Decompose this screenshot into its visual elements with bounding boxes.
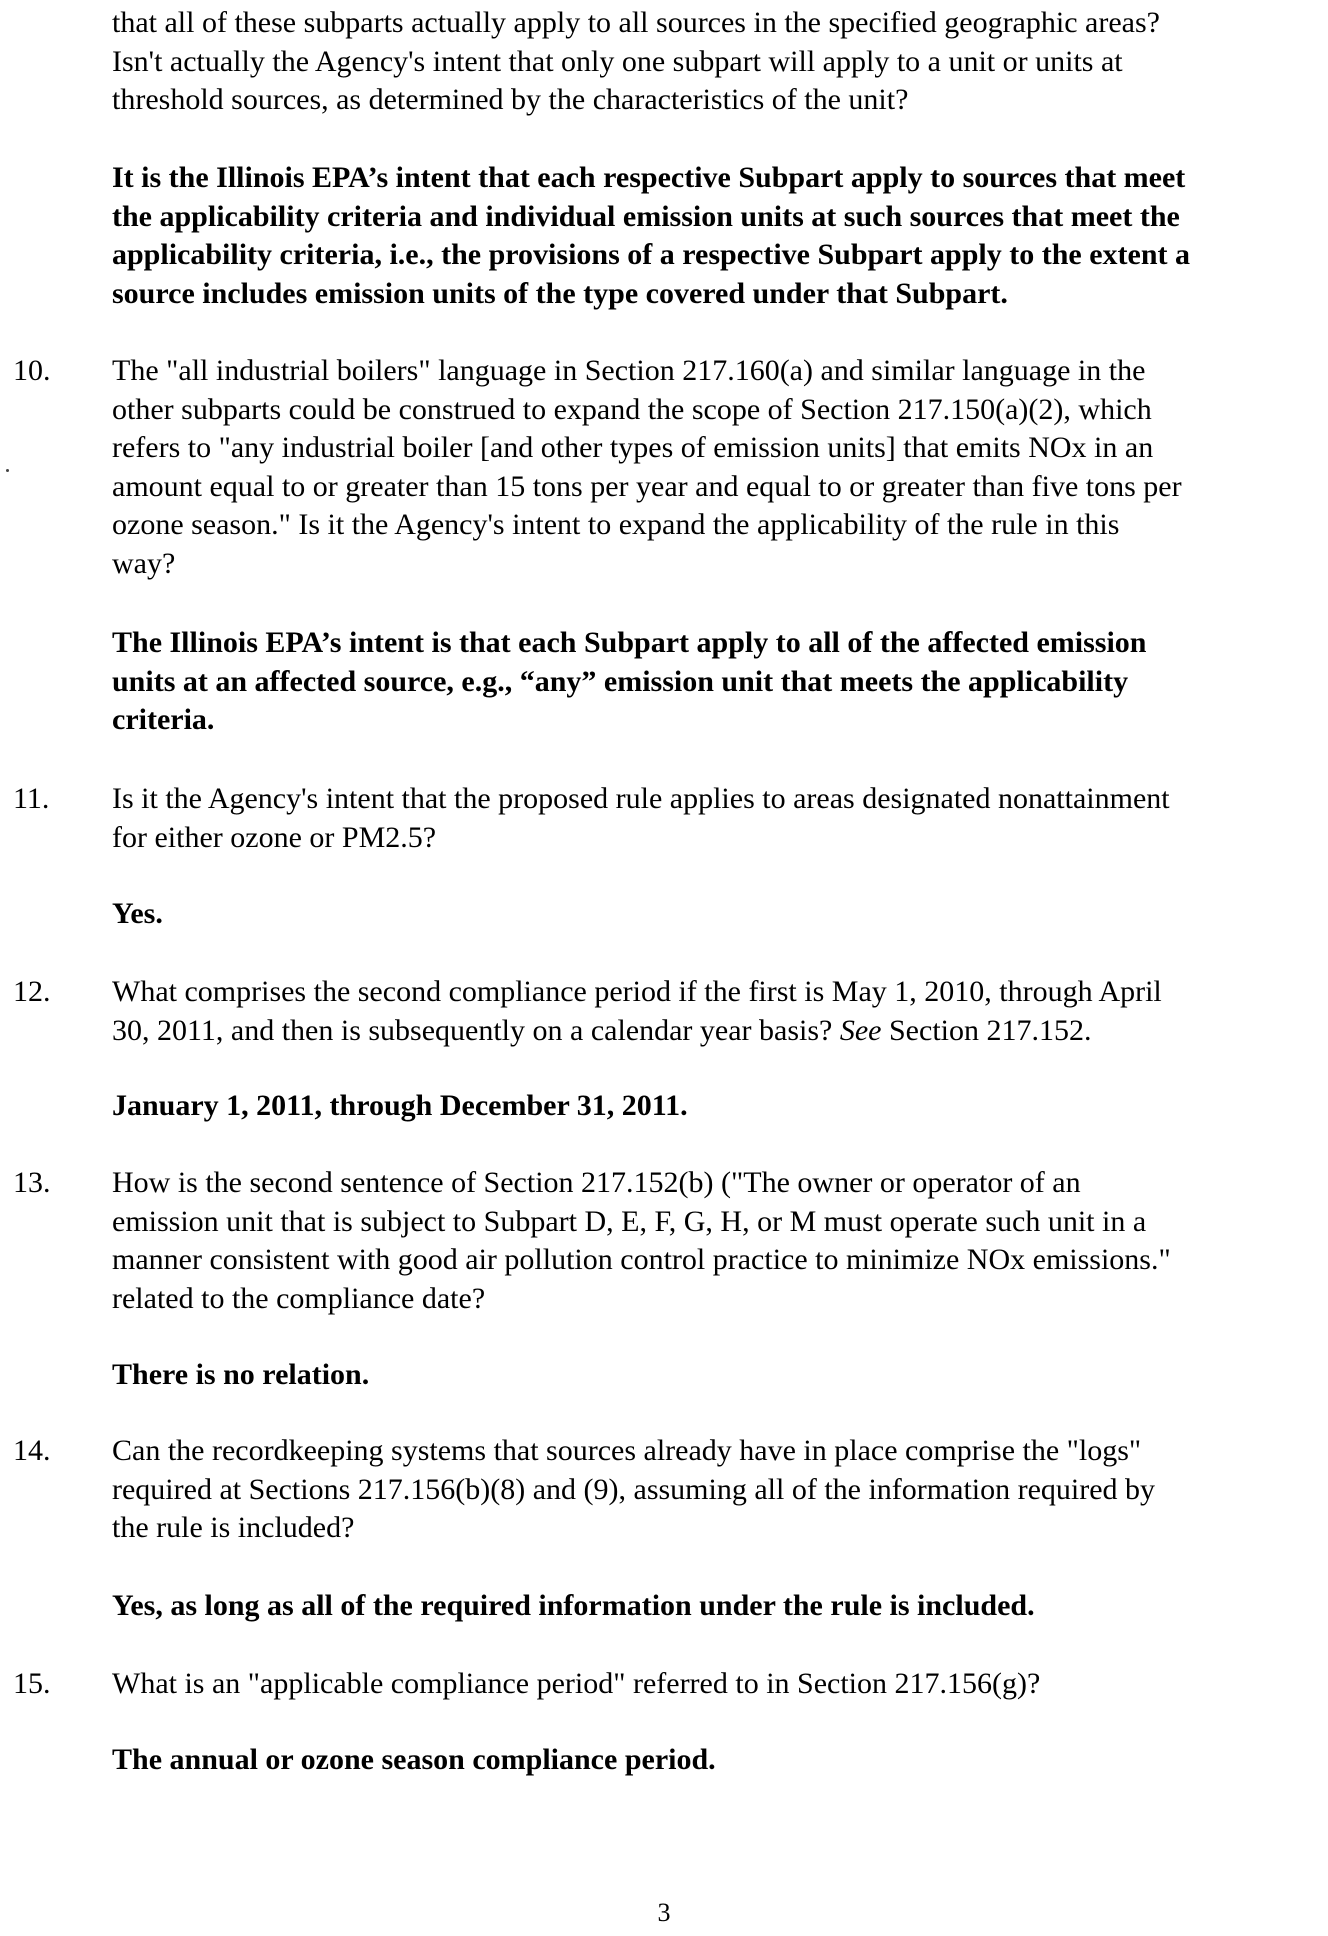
- text-line: refers to "any industrial boiler [and other types of emission units] that emits NOx in an: [112, 431, 1154, 464]
- answer-12: [112, 1087, 1322, 1126]
- text-line: The Illinois EPA’s intent is that each Subpart apply to all of the affected emission: [112, 626, 1147, 659]
- text-segment: Section 217.152.: [881, 1013, 1092, 1047]
- text-line: Isn't actually the Agency's intent that only one subpart will apply to a unit or units at: [112, 44, 1123, 78]
- stray-scan-mark: [6, 469, 9, 472]
- text-line: units at an affected source, e.g., “any” emission unit that meets the applicability: [112, 664, 1129, 698]
- question-13: [13, 1164, 1322, 1318]
- question-number: 15.: [13, 1667, 51, 1700]
- question-10: [13, 352, 1322, 583]
- text-line: Is it the Agency's intent that the proposed rule applies to areas designated nonattainment: [112, 782, 1170, 815]
- question-number: 13.: [13, 1166, 51, 1199]
- text-line: criteria.: [112, 703, 215, 736]
- text-line: There is no relation.: [112, 1358, 370, 1391]
- text-line: It is the Illinois EPA’s intent that each respective Subpart apply to sources that meet: [112, 161, 1186, 194]
- question-number: 12.: [13, 975, 51, 1008]
- text-line: related to the compliance date?: [112, 1281, 486, 1315]
- text-line: the rule is included?: [112, 1511, 355, 1544]
- text-line: What is an "applicable compliance period" referred to in Section 217.156(g)?: [112, 1667, 1041, 1700]
- text-line: amount equal to or greater than 15 tons per year and equal to or greater than five tons per: [112, 469, 1182, 503]
- text-segment: 30, 2011, and then is subsequently on a calendar year basis?: [112, 1013, 840, 1047]
- text-line: Can the recordkeeping systems that sources already have in place comprise the "logs": [112, 1434, 1142, 1467]
- text-line: threshold sources, as determined by the characteristics of the unit?: [112, 83, 909, 116]
- see-signal: See: [839, 1013, 882, 1047]
- question-number: 14.: [13, 1434, 51, 1467]
- text-line: manner consistent with good air pollution control practice to minimize NOx emissions.": [112, 1243, 1171, 1276]
- text-line: other subparts could be construed to expand the scope of Section 217.150(a)(2), which: [112, 392, 1152, 426]
- question-11: [13, 780, 1322, 857]
- answer-15: [112, 1741, 1322, 1780]
- question-number: 11.: [13, 782, 50, 815]
- text-line: The "all industrial boilers" language in Section 217.160(a) and similar language in the: [112, 354, 1146, 387]
- text-line: for either ozone or PM2.5?: [112, 820, 437, 854]
- answer-14: [112, 1587, 1322, 1626]
- text-line: required at Sections 217.156(b)(8) and (9), assuming all of the information required by: [112, 1472, 1156, 1506]
- text-line: Yes, as long as all of the required information under the rule is included.: [112, 1589, 1035, 1622]
- question-number: 10.: [13, 354, 51, 387]
- question-14: [13, 1432, 1322, 1548]
- text-line: source includes emission units of the type covered under that Subpart.: [112, 276, 1008, 310]
- text-line: that all of these subparts actually apply to all sources in the specified geographic areas?: [112, 6, 1160, 39]
- answer-10: [112, 624, 1322, 740]
- text-line: ozone season." Is it the Agency's intent to expand the applicability of the rule in this: [112, 508, 1120, 541]
- text-line: applicability criteria, i.e., the provisions of a respective Subpart apply to the extent a: [112, 238, 1190, 271]
- answer-13: [112, 1356, 1322, 1395]
- question-15: [13, 1665, 1322, 1704]
- question-9-continuation: [112, 4, 1322, 120]
- text-line: Yes.: [112, 897, 163, 930]
- text-line: the applicability criteria and individual emission units at such sources that meet the: [112, 199, 1180, 233]
- text-line: emission unit that is subject to Subpart D, E, F, G, H, or M must operate such unit in a: [112, 1204, 1147, 1238]
- text-line: January 1, 2011, through December 31, 2011.: [112, 1089, 688, 1122]
- text-line: way?: [112, 546, 176, 580]
- text-line: How is the second sentence of Section 217.152(b) ("The owner or operator of an: [112, 1166, 1081, 1199]
- answer-11: [112, 895, 1322, 934]
- text-line: [112, 1012, 1322, 1051]
- text-line: The annual or ozone season compliance period.: [112, 1743, 716, 1776]
- text-line: What comprises the second compliance period if the first is May 1, 2010, through April: [112, 975, 1162, 1008]
- page-number: 3: [657, 1898, 671, 1927]
- question-12: [13, 973, 1322, 1050]
- answer-9: [112, 159, 1322, 313]
